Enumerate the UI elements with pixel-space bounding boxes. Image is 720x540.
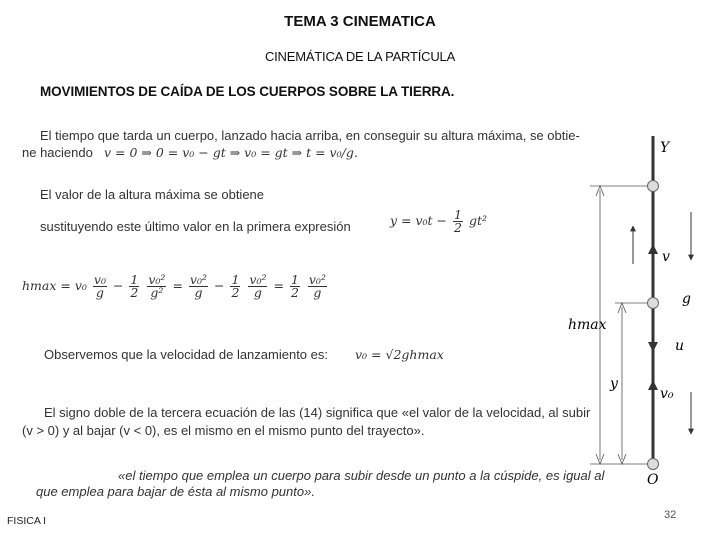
footer-course-name: FISICA I xyxy=(7,515,47,527)
equals-sign: = xyxy=(273,278,284,293)
launch-velocity-equation: v₀ = √2ghmax xyxy=(355,347,444,362)
velocity-down-label: u xyxy=(675,338,685,354)
downward-velocity-arrowhead xyxy=(648,342,658,352)
fraction xyxy=(248,274,267,299)
fraction xyxy=(147,274,166,299)
paragraph-4-line-1: El signo doble de la tercera ecuación de las (14) significa que «el valor de la velocidad, al subir xyxy=(44,405,591,420)
fraction xyxy=(129,274,139,299)
paragraph-1-line-2: ne haciendo xyxy=(22,145,93,160)
fraction-denominator: g² xyxy=(150,285,164,300)
paragraph-3: Observemos que la velocidad de lanzamiento es: xyxy=(44,347,328,362)
velocity-label: v xyxy=(662,249,670,265)
fraction xyxy=(230,274,240,299)
fraction-denominator: g xyxy=(194,285,203,300)
fraction-numerator: 1 xyxy=(290,272,299,287)
fraction-numerator: 1 xyxy=(231,272,240,287)
fraction-numerator: 1 xyxy=(454,207,462,222)
origin-label: O xyxy=(647,472,659,488)
time-to-max-height-equation: v = 0 ⇒ 0 = v₀ − gt ⇒ v₀ = gt ⇒ t = v₀/g. xyxy=(104,145,358,160)
fraction-numerator: v₀² xyxy=(189,272,207,287)
hmax-label: hmax xyxy=(568,317,607,333)
max-height-equation xyxy=(22,274,329,299)
paragraph-2-line-1: El valor de la altura máxima se obtiene xyxy=(40,187,265,202)
minus-sign: − xyxy=(112,278,124,293)
fraction-denominator: g xyxy=(95,285,104,300)
position-equation xyxy=(390,209,487,234)
fraction-numerator: 1 xyxy=(130,272,139,287)
fraction-denominator: 2 xyxy=(231,285,240,300)
fraction xyxy=(93,274,107,299)
position-equation-right: gt² xyxy=(468,213,487,228)
fraction-denominator: 2 xyxy=(290,285,299,300)
upward-velocity-arrowhead xyxy=(648,244,658,254)
intermediate-point xyxy=(648,298,659,309)
paragraph-2-line-2: sustituyendo este último valor en la primera expresión xyxy=(40,219,351,234)
fraction-numerator: v₀² xyxy=(249,272,267,287)
origin-point xyxy=(648,459,659,470)
y-position-label: y xyxy=(610,376,618,392)
fraction-numerator: v₀ xyxy=(93,272,106,287)
fraction-numerator: v₀² xyxy=(308,272,326,287)
fraction-denominator: 2 xyxy=(130,285,139,300)
paragraph-5-line-2: que emplea para bajar de ésta al mismo punto». xyxy=(36,484,315,499)
half-fraction xyxy=(453,209,463,234)
section-heading: MOVIMIENTOS DE CAÍDA DE LOS CUERPOS SOBRE LA TIERRA. xyxy=(40,84,455,99)
fraction xyxy=(189,274,208,299)
fraction-numerator: v₀² xyxy=(148,272,166,287)
page-number: 32 xyxy=(664,509,677,521)
max-height-point xyxy=(648,181,659,192)
fraction-denominator: g xyxy=(253,285,262,300)
minus-sign: − xyxy=(213,278,225,293)
initial-velocity-arrowhead xyxy=(648,380,658,390)
slide-subtitle: CINEMÁTICA DE LA PARTÍCULA xyxy=(264,49,456,64)
paragraph-1-line-1: El tiempo que tarda un cuerpo, lanzado hacia arriba, en conseguir su altura máxima, se obtie- xyxy=(40,128,580,143)
fraction xyxy=(290,274,300,299)
fraction-denominator: 2 xyxy=(454,220,462,235)
y-axis-label: Y xyxy=(660,140,670,156)
equals-sign: = xyxy=(172,278,183,293)
slide-title: TEMA 3 CINEMATICA xyxy=(284,13,436,30)
gravity-label: g xyxy=(682,291,691,307)
max-height-lhs: hmax = v₀ xyxy=(22,278,87,293)
fraction-denominator: g xyxy=(313,285,322,300)
paragraph-5-line-1: «el tiempo que emplea un cuerpo para subir desde un punto a la cúspide, es igual al xyxy=(118,468,605,483)
vertical-launch-figure xyxy=(560,128,710,490)
fraction xyxy=(308,274,327,299)
initial-velocity-label: v₀ xyxy=(660,386,674,402)
position-equation-left: y = v₀t − xyxy=(390,213,448,228)
paragraph-4-line-2: (v > 0) y al bajar (v < 0), es el mismo en el mismo punto del trayecto». xyxy=(22,423,425,438)
